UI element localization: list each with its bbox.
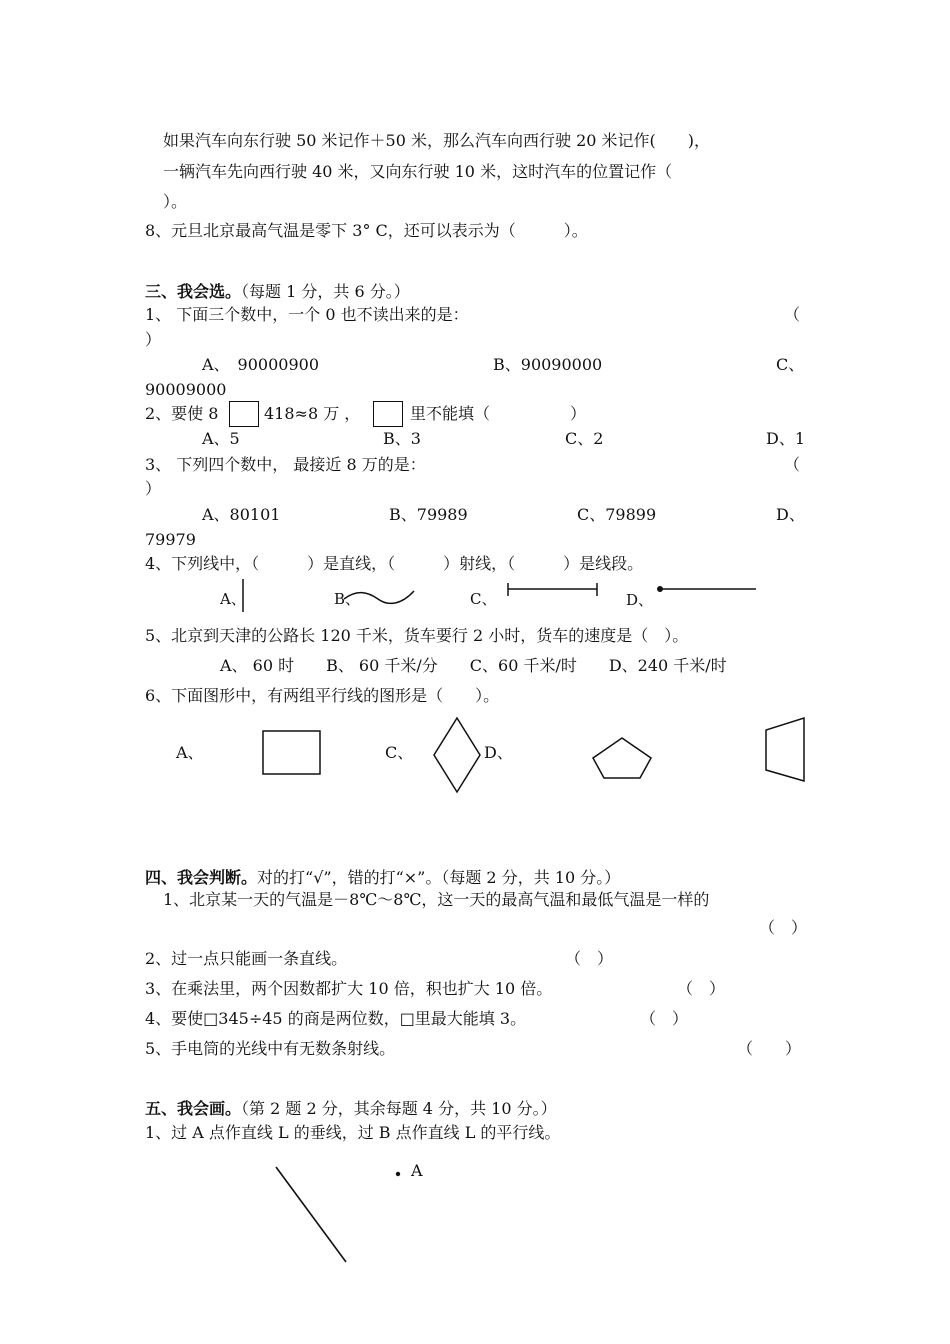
s3-q1-paren-close: ） bbox=[145, 330, 162, 349]
s3-q1-option-c-value: 90009000 bbox=[145, 380, 227, 399]
s3-q4-option-d: D、 bbox=[626, 591, 654, 609]
s3-q2-part-2: 418≈8 万 ， bbox=[264, 404, 361, 423]
section-4-title: 四、我会判断。 bbox=[145, 868, 258, 887]
s3-q2-part-3: 里不能填（ ） bbox=[410, 404, 587, 423]
s4-q1: 1、北京某一天的气温是－8℃～8℃，这一天的最高气温和最低气温是一样的 bbox=[163, 890, 710, 909]
ray-figure-d bbox=[657, 586, 756, 592]
s3-q2-option-a: A、5 bbox=[202, 429, 240, 448]
s3-q4-option-b: B、 bbox=[334, 590, 361, 608]
s3-q3-option-a: A、80101 bbox=[202, 505, 281, 524]
s3-q1-paren-open: （ bbox=[784, 305, 801, 324]
s3-q1-stem: 1、 下面三个数中，一个 0 也不读出来的是： bbox=[145, 305, 469, 324]
section-3-note: （每题 1 分，共 6 分。） bbox=[241, 282, 410, 301]
s3-q3-option-b: B、79989 bbox=[389, 505, 468, 524]
s3-q6-option-c: C、 bbox=[385, 743, 414, 762]
s3-q3-stem: 3、 下列四个数中， 最接近 8 万的是： bbox=[145, 455, 426, 474]
s3-q3-option-d: D、 bbox=[776, 505, 805, 524]
s4-q2-paren: （ ） bbox=[565, 949, 614, 968]
question-8: 8、元旦北京最高气温是零下 3° C，还可以表示为（ ）。 bbox=[145, 221, 588, 240]
s4-q1-paren: （ ） bbox=[759, 918, 808, 937]
s3-q3-paren-open: （ bbox=[784, 455, 801, 474]
s3-q5-stem: 5、北京到天津的公路长 120 千米，货车要行 2 小时，货车的速度是（ ）。 bbox=[145, 626, 689, 645]
intro-line-1: 如果汽车向东行驶 50 米记作＋50 米，那么汽车向西行驶 20 米记作( )， bbox=[163, 131, 710, 150]
rhombus-shape bbox=[434, 718, 480, 792]
section-5-title: 五、我会画。 bbox=[145, 1099, 242, 1118]
s3-q1-option-b: B、90090000 bbox=[493, 355, 603, 374]
point-a bbox=[396, 1172, 400, 1176]
curve-figure-b bbox=[344, 591, 414, 603]
s3-q4-stem: 4、下列线中，（ ）是直线，（ ）射线，（ ）是线段。 bbox=[145, 554, 644, 573]
trapezoid-shape bbox=[766, 718, 804, 781]
s4-q3: 3、在乘法里，两个因数都扩大 10 倍，积也扩大 10 倍。 bbox=[145, 979, 553, 998]
s3-q3-paren-close: ） bbox=[145, 479, 162, 498]
s5-q1: 1、过 A 点作直线 L 的垂线，过 B 点作直线 L 的平行线。 bbox=[145, 1123, 561, 1142]
pentagon-shape bbox=[593, 738, 651, 778]
line-l bbox=[276, 1167, 346, 1262]
s3-q4-option-c: C、 bbox=[470, 590, 497, 608]
s3-q4-option-a: A、 bbox=[220, 590, 246, 608]
segment-figure-c bbox=[508, 583, 597, 596]
s3-q3-option-c: C、79899 bbox=[577, 505, 657, 524]
intro-line-3: ）。 bbox=[163, 192, 188, 211]
s3-q6-stem: 6、下面图形中，有两组平行线的图形是（ ）。 bbox=[145, 686, 500, 705]
s3-q3-option-d-value: 79979 bbox=[145, 530, 196, 549]
s4-q5-paren: （ ） bbox=[737, 1039, 802, 1058]
s4-q4: 4、要使□345÷45 的商是两位数，□里最大能填 3。 bbox=[145, 1009, 527, 1028]
s3-q6-option-a: A、 bbox=[176, 743, 204, 762]
point-a-label: A bbox=[411, 1161, 423, 1180]
intro-line-2: 一辆汽车先向西行驶 40 米，又向东行驶 10 米，这时汽车的位置记作（ bbox=[163, 162, 673, 181]
s4-q3-paren: （ ） bbox=[677, 979, 726, 998]
s3-q5-options: A、 60 时 B、 60 千米/分 C、60 千米/时 D、240 千米/时 bbox=[220, 656, 727, 675]
s4-q5: 5、手电筒的光线中有无数条射线。 bbox=[145, 1039, 396, 1058]
section-5-note: （第 2 题 2 分，其余每题 4 分，共 10 分。） bbox=[241, 1099, 557, 1118]
section-3-title: 三、我会选。 bbox=[145, 282, 242, 301]
section-4-note: 对的打“√”，错的打“×”。（每题 2 分，共 10 分。） bbox=[257, 868, 621, 887]
s3-q2-option-d: D、1 bbox=[766, 429, 806, 448]
s3-q1-option-c: C、 bbox=[776, 355, 805, 374]
s3-q2-option-b: B、3 bbox=[383, 429, 421, 448]
rectangle-shape bbox=[263, 731, 320, 774]
s3-q2-part-1: 2、要使 8 bbox=[145, 404, 219, 423]
s3-q1-option-a: A、 90000900 bbox=[202, 355, 319, 374]
s4-q4-paren: （ ） bbox=[640, 1009, 689, 1028]
s3-q2-option-c: C、2 bbox=[565, 429, 604, 448]
s3-q6-option-d: D、 bbox=[484, 743, 513, 762]
s4-q2: 2、过一点只能画一条直线。 bbox=[145, 949, 348, 968]
